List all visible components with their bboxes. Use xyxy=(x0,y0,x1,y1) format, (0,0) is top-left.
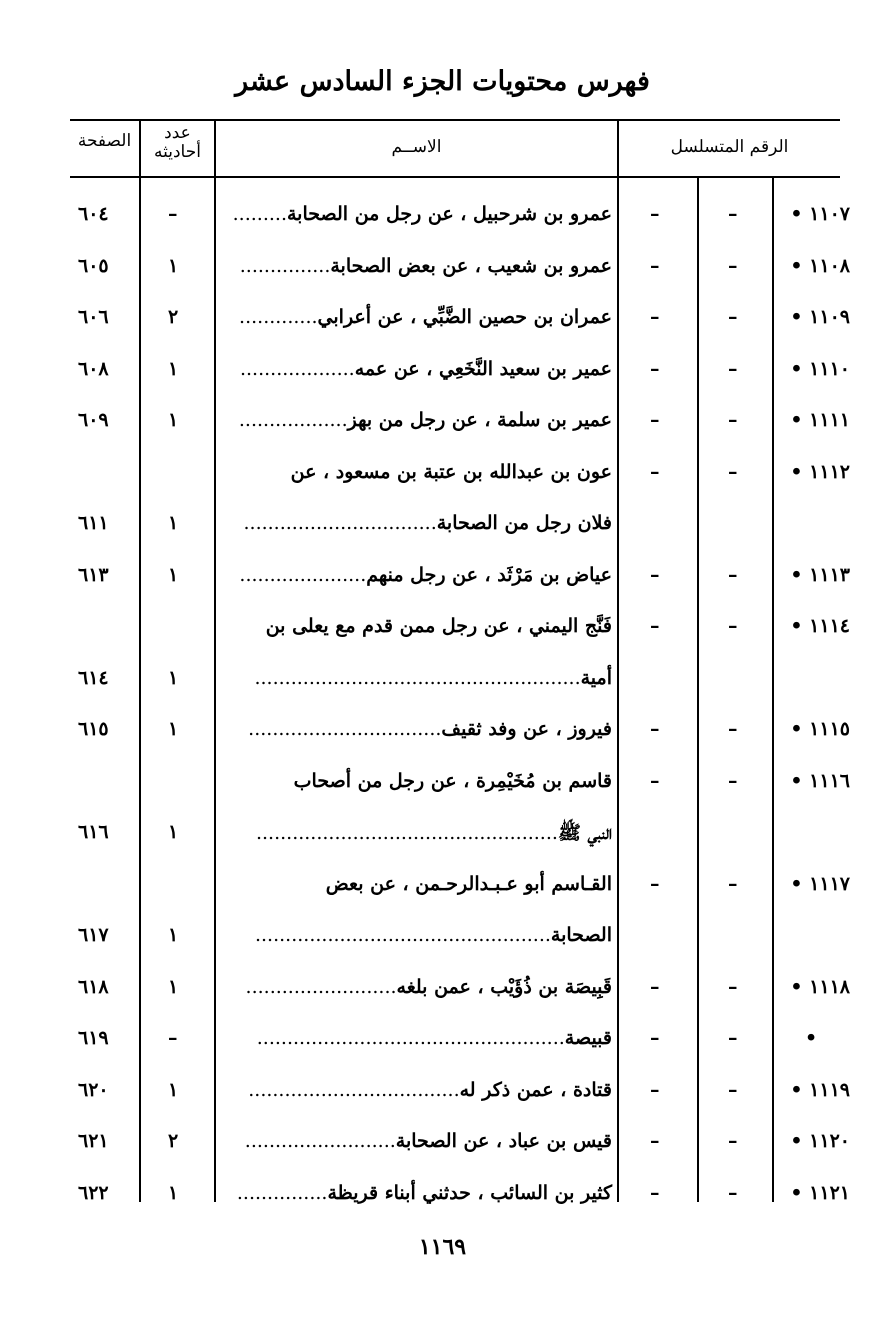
entry-name-text: عون بن عبدالله بن عتبة بن مسعود ، عن xyxy=(290,460,612,483)
serial-number: ١١١٨ • xyxy=(790,975,850,998)
hadith-count: ١ xyxy=(168,357,179,380)
serial-number: ١١٠٧ • xyxy=(790,203,850,225)
leader-dots: ................... xyxy=(239,357,355,380)
hadith-count: ١ xyxy=(168,1181,179,1204)
serial-number: ١١١١ • xyxy=(790,409,850,431)
hadith-count: – xyxy=(168,203,178,225)
serial-bullet: • xyxy=(805,1027,818,1049)
dash-mark: – xyxy=(728,615,738,637)
entry-name-text: قَبِيصَة بن ذُؤَيْب ، عمن بلغه xyxy=(396,975,612,998)
leader-dots: ...................................................... xyxy=(254,666,581,689)
dash-mark: – xyxy=(650,357,660,380)
dash-mark: – xyxy=(728,409,738,431)
hadith-count: ١ xyxy=(168,409,179,431)
dash-mark: – xyxy=(728,769,738,792)
entry-name xyxy=(239,409,612,431)
hadith-count: ١ xyxy=(168,821,179,843)
page-ref: ٦٢١ xyxy=(78,1130,109,1152)
entry-name-text: عمير بن سعيد النَّخَعِي ، عن عمه xyxy=(354,357,612,380)
entry-name xyxy=(239,306,612,328)
hadith-count: – xyxy=(168,1027,178,1049)
serial-number: ١١١٩ • xyxy=(790,1078,850,1101)
page-ref: ٦١١ xyxy=(78,512,109,534)
leader-dots: .................................................. xyxy=(255,822,558,844)
leader-dots: ................................................. xyxy=(254,924,551,946)
header-count xyxy=(141,124,214,162)
entry-name-text: كثير بن السائب ، حدثني أبناء قريظة xyxy=(327,1181,612,1204)
entry-name xyxy=(257,1027,612,1049)
leader-dots: ............. xyxy=(239,306,318,328)
entry-name-text: القـاسم أبو عـبـدالرحـمن ، عن بعض xyxy=(325,872,612,895)
hadith-count: ١ xyxy=(168,563,179,586)
leader-dots: ......... xyxy=(232,203,287,225)
leader-dots: ......................... xyxy=(245,975,397,998)
serial-number: ١١١٤ • xyxy=(790,615,850,637)
table-top-rule xyxy=(70,119,840,121)
hadith-count: ١ xyxy=(168,924,179,946)
entry-name-line1 xyxy=(291,461,612,483)
leader-dots: ................................... xyxy=(248,1078,460,1101)
divider-serial-col2 xyxy=(772,176,774,1202)
entry-name-line2 xyxy=(243,512,612,534)
entry-name-text: قيس بن عباد ، عن الصحابة xyxy=(395,1130,612,1152)
dash-mark: – xyxy=(728,1027,738,1049)
entry-name-text: قتادة ، عمن ذكر له xyxy=(459,1078,612,1101)
page-title: فهرس محتويات الجزء السادس عشر xyxy=(235,66,650,97)
entry-name-text: قبيصة xyxy=(564,1027,612,1049)
dash-mark: – xyxy=(650,1130,660,1152)
entry-name-text: عمرو بن شعيب ، عن بعض الصحابة xyxy=(330,254,612,277)
entry-name xyxy=(240,358,612,380)
serial-number: ١١٢١ • xyxy=(790,1181,850,1204)
page-ref: ٦٢٠ xyxy=(78,1078,109,1101)
divider-page-count xyxy=(139,119,141,1202)
entry-name-text: فيروز ، عن وفد ثقيف xyxy=(441,718,612,740)
hadith-count: ١ xyxy=(168,512,179,534)
dash-mark: – xyxy=(728,306,738,328)
dash-mark: – xyxy=(650,1181,660,1204)
entry-name xyxy=(240,255,612,277)
leader-dots: ................................ xyxy=(243,512,437,534)
dash-mark: – xyxy=(650,203,660,225)
entry-name xyxy=(237,1182,612,1204)
hadith-count: ١ xyxy=(168,1078,179,1101)
serial-number: ١١٠٩ • xyxy=(790,306,850,328)
entry-name-line1 xyxy=(294,770,612,792)
leader-dots: ............... xyxy=(236,1181,328,1204)
serial-number: ١١١٥ • xyxy=(790,718,850,740)
entry-name-line2 xyxy=(254,667,612,689)
hadith-count: ٢ xyxy=(168,1130,179,1152)
entry-name xyxy=(239,564,612,586)
entry-name-text: فَنَّج اليمني ، عن رجل ممن قدم مع يعلى بن xyxy=(265,615,612,637)
serial-number: ١١١٢ • xyxy=(790,460,850,483)
hadith-count: ٢ xyxy=(168,306,179,328)
dash-mark: – xyxy=(728,975,738,998)
serial-number: ١١١٦ • xyxy=(790,769,850,792)
dash-mark: – xyxy=(728,203,738,225)
dash-mark: – xyxy=(728,1181,738,1204)
dash-mark: – xyxy=(728,872,738,895)
page-ref: ٦٠٩ xyxy=(78,409,109,431)
dash-mark: – xyxy=(728,1130,738,1152)
dash-mark: – xyxy=(650,615,660,637)
leader-dots: ................................................... xyxy=(256,1027,565,1049)
entry-name-text: عمير بن سلمة ، عن رجل من بهز xyxy=(347,409,612,431)
dash-mark: – xyxy=(650,975,660,998)
divider-name-serial xyxy=(617,119,619,1202)
page-number: ١١٦٩ xyxy=(418,1234,467,1260)
leader-dots: ......................... xyxy=(244,1130,396,1152)
page-ref: ٦١٣ xyxy=(78,563,109,586)
page-ref: ٦٠٦ xyxy=(78,306,109,328)
header-page: الصفحة xyxy=(77,131,132,151)
dash-mark: – xyxy=(650,409,660,431)
page-ref: ٦١٨ xyxy=(78,975,109,998)
page-ref: ٦٠٥ xyxy=(78,254,109,277)
dash-mark: – xyxy=(650,769,660,792)
dash-mark: – xyxy=(728,718,738,740)
page-ref: ٦١٧ xyxy=(78,924,109,946)
dash-mark: – xyxy=(728,357,738,380)
divider-count-name xyxy=(214,119,216,1202)
dash-mark: – xyxy=(728,563,738,586)
entry-name xyxy=(246,976,612,998)
page-ref: ٦٢٢ xyxy=(78,1181,109,1204)
entry-name-line2 xyxy=(256,821,612,849)
leader-dots: ............... xyxy=(239,254,331,277)
dash-mark: – xyxy=(728,460,738,483)
entry-name-line1 xyxy=(266,615,612,637)
serial-number: ١١١٠ • xyxy=(790,357,850,380)
entry-name-text: عمرو بن شرحبيل ، عن رجل من الصحابة xyxy=(287,203,612,225)
divider-serial-col1 xyxy=(697,176,699,1202)
entry-name xyxy=(233,203,612,225)
entry-name xyxy=(248,1079,612,1101)
dash-mark: – xyxy=(650,254,660,277)
entry-name-text: عياض بن مَرْثَد ، عن رجل منهم xyxy=(366,563,612,586)
page-ref: ٦٠٤ xyxy=(78,203,109,225)
dash-mark: – xyxy=(650,1027,660,1049)
dash-mark: – xyxy=(728,254,738,277)
leader-dots: ..................... xyxy=(239,563,367,586)
page-ref: ٦١٥ xyxy=(78,718,109,740)
entry-name xyxy=(248,718,612,740)
entry-name-text: النبي ﷺ xyxy=(557,822,612,844)
leader-dots: .................. xyxy=(238,409,348,431)
page-ref: ٦١٤ xyxy=(78,666,109,689)
page-ref: ٦١٦ xyxy=(78,821,109,843)
entry-name-text: الصحابة xyxy=(550,924,612,946)
dash-mark: – xyxy=(650,1078,660,1101)
header-count-line2: أحاديثه xyxy=(154,142,201,162)
header-count-line1: عدد xyxy=(164,123,191,143)
entry-name-text: عمران بن حصين الضَّبِّي ، عن أعرابي xyxy=(317,306,612,328)
dash-mark: – xyxy=(650,306,660,328)
entry-name-line2 xyxy=(255,924,612,946)
hadith-count: ١ xyxy=(168,254,179,277)
entry-name-text: قاسم بن مُخَيْمِرة ، عن رجل من أصحاب xyxy=(293,769,612,792)
header-serial: الرقم المتسلسل xyxy=(670,137,789,157)
page-ref: ٦٠٨ xyxy=(78,357,109,380)
hadith-count: ١ xyxy=(168,975,179,998)
dash-mark: – xyxy=(650,718,660,740)
serial-number: ١١١٧ • xyxy=(790,872,850,895)
entry-name-line1 xyxy=(326,873,612,895)
entry-name xyxy=(245,1130,612,1152)
serial-number: ١١٢٠ • xyxy=(790,1130,850,1152)
dash-mark: – xyxy=(728,1078,738,1101)
serial-number: ١١١٣ • xyxy=(790,563,850,586)
entry-name-text: فلان رجل من الصحابة xyxy=(436,512,612,534)
header-name: الاســم xyxy=(391,137,442,157)
serial-number: ١١٠٨ • xyxy=(790,254,850,277)
hadith-count: ١ xyxy=(168,666,179,689)
dash-mark: – xyxy=(650,460,660,483)
leader-dots: ................................ xyxy=(248,718,442,740)
dash-mark: – xyxy=(650,872,660,895)
hadith-count: ١ xyxy=(168,718,179,740)
entry-name-text: أمية xyxy=(580,666,612,689)
header-bottom-rule xyxy=(70,176,840,178)
page-ref: ٦١٩ xyxy=(78,1027,109,1049)
dash-mark: – xyxy=(650,563,660,586)
